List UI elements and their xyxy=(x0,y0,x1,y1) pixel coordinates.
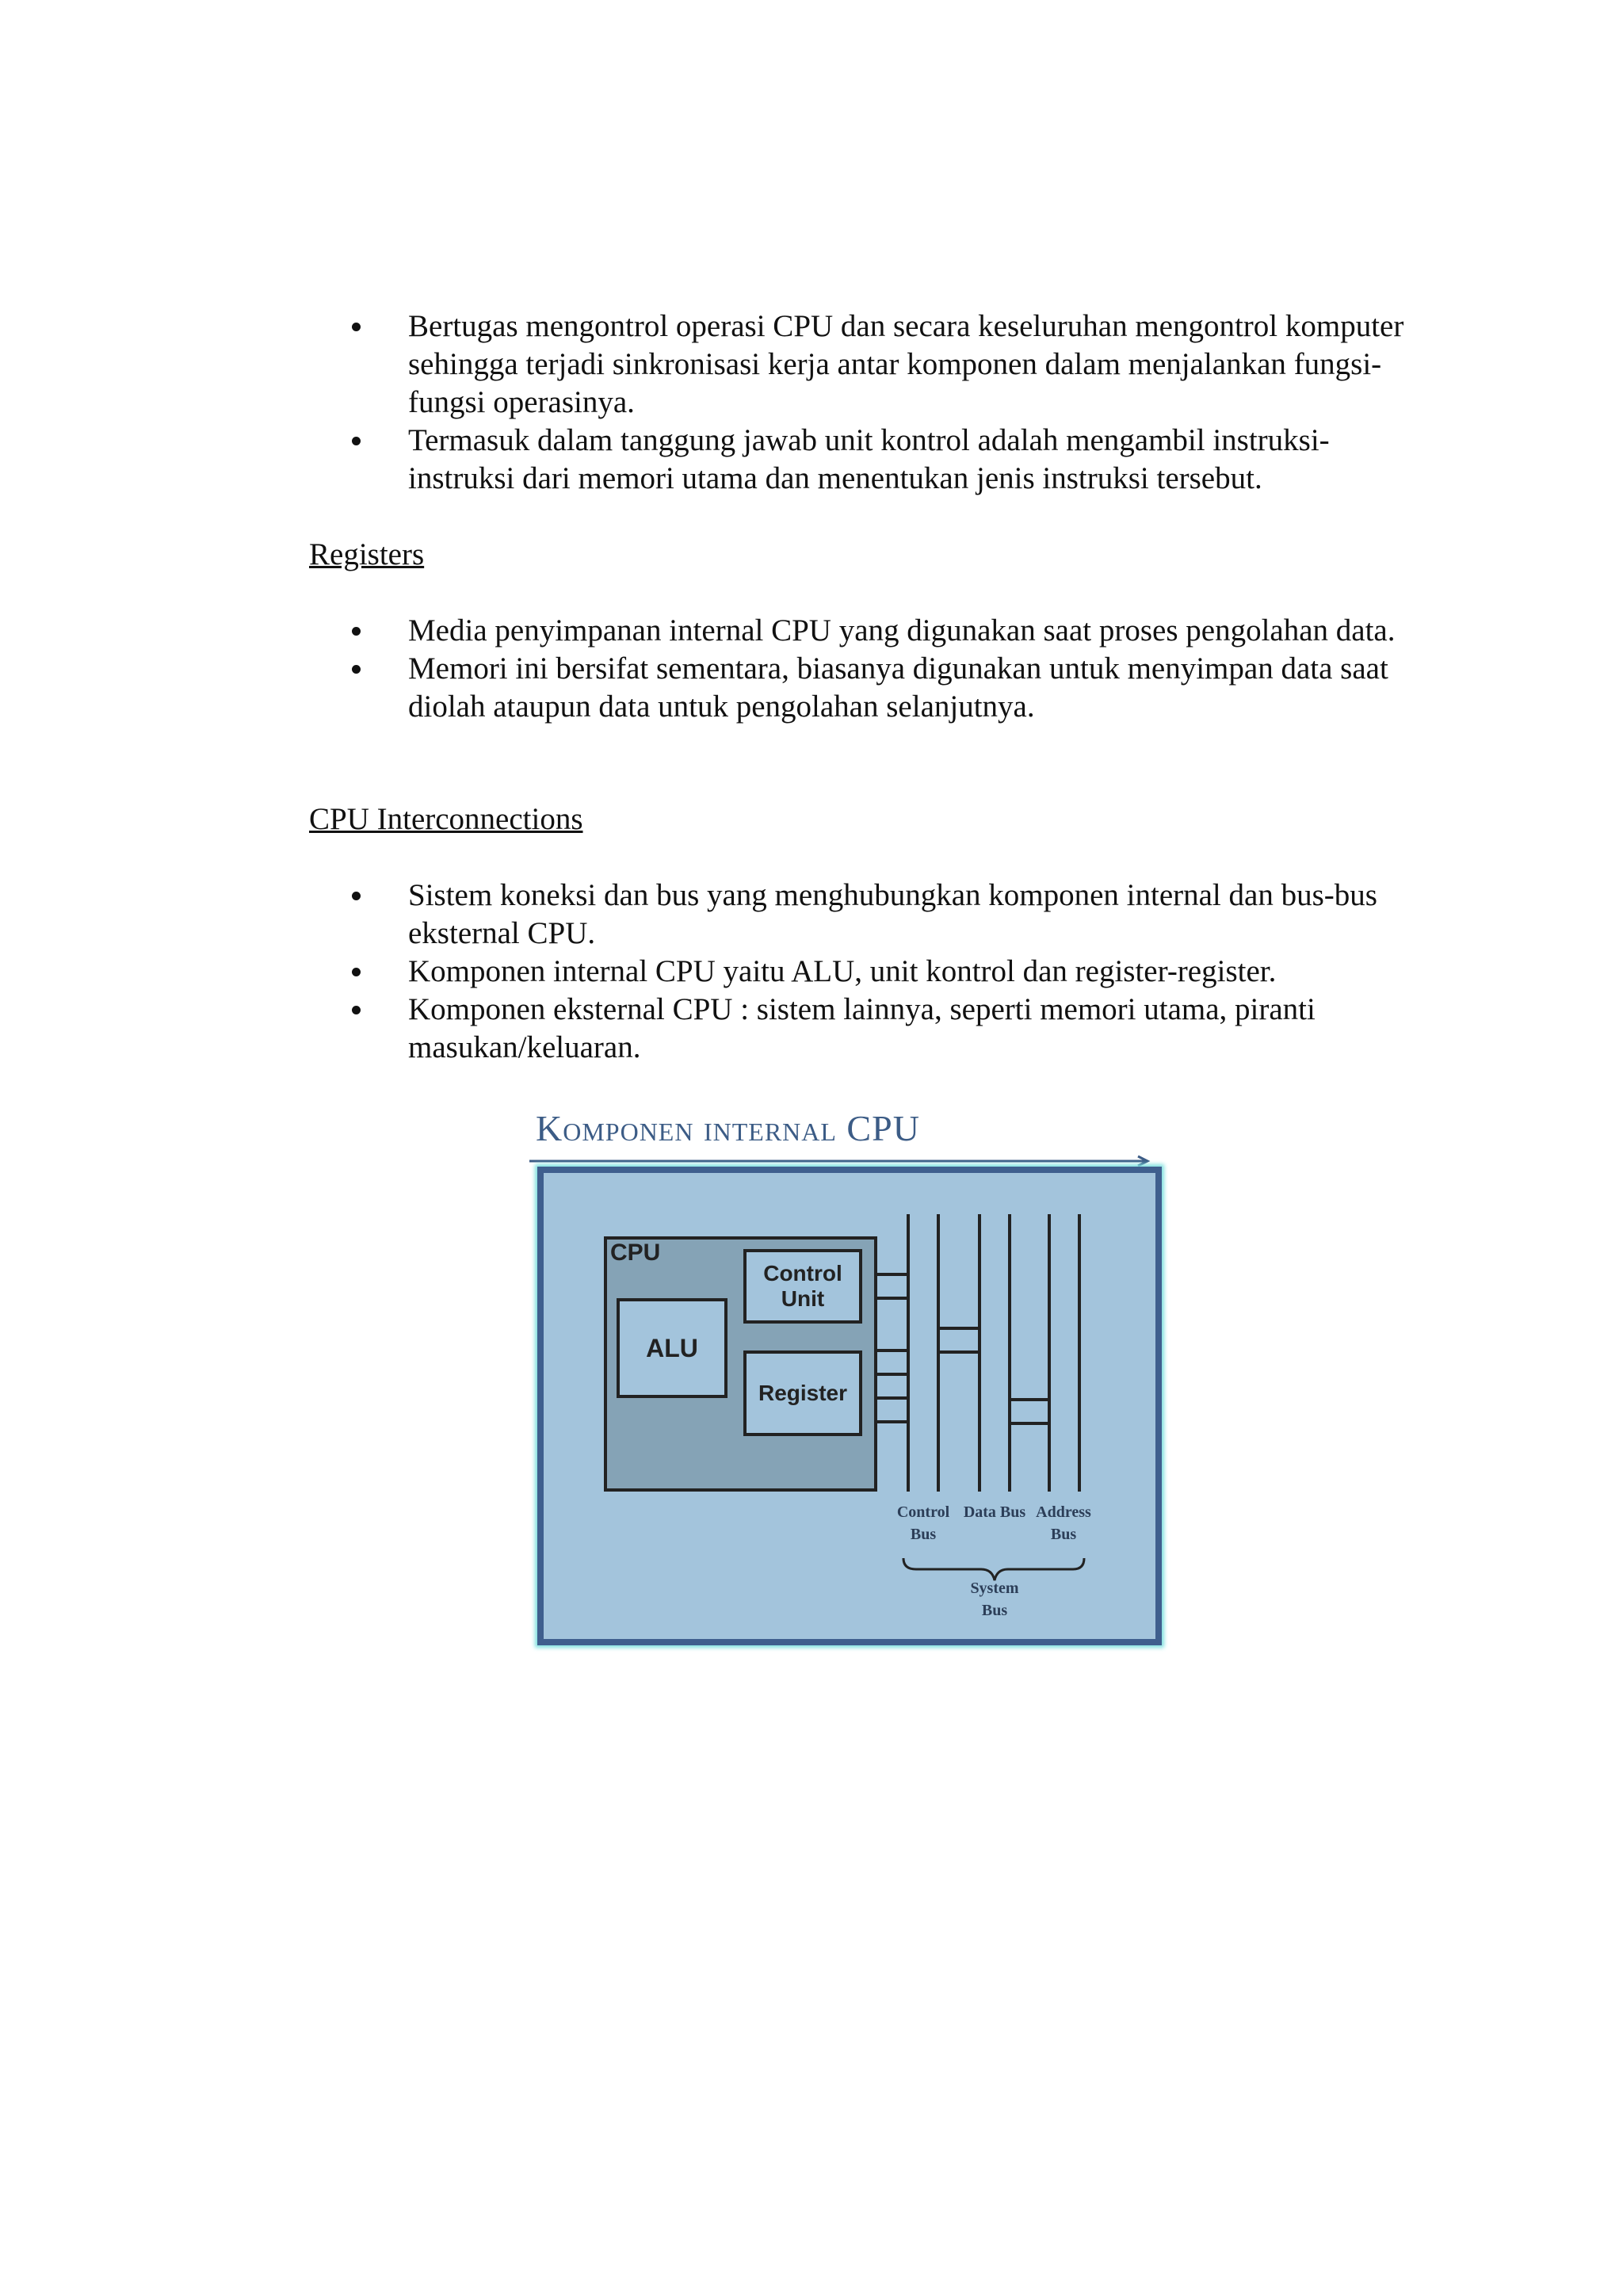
registers-bullets xyxy=(309,612,1411,726)
list-item xyxy=(309,308,1411,422)
register-box xyxy=(743,1350,862,1436)
bullet-icon xyxy=(352,968,361,976)
bullet-list xyxy=(309,877,1411,1067)
bullet-text: Memori ini bersifat sementara, biasanya digunakan untuk menyimpan data saat diolah ataupun data untuk pengolahan selanjutnya. xyxy=(408,651,1388,724)
bullet-list xyxy=(309,612,1411,726)
list-item xyxy=(309,953,1411,991)
control-unit-label: Control Unit xyxy=(763,1261,842,1311)
section-heading-registers: Registers xyxy=(309,537,425,571)
bullet-text: Termasuk dalam tanggung jawab unit kontrol adalah mengambil instruksi-instruksi dari memori utama dan menentukan jenis instruksi tersebut. xyxy=(408,423,1330,495)
data-bus-label: Data Bus xyxy=(963,1503,1026,1521)
bullet-list xyxy=(309,308,1411,498)
control-unit-box xyxy=(743,1249,862,1324)
bullet-text: Sistem koneksi dan bus yang menghubungkan komponen internal dan bus-bus eksternal CPU. xyxy=(408,878,1377,950)
list-item xyxy=(309,612,1411,650)
bullet-text: Komponen eksternal CPU : sistem lainnya, seperti memori utama, piranti masukan/keluaran. xyxy=(408,992,1316,1064)
list-item xyxy=(309,422,1411,498)
bullet-text: Komponen internal CPU yaitu ALU, unit kontrol dan register-register. xyxy=(408,954,1277,988)
bullet-icon xyxy=(352,323,361,331)
bullet-text: Media penyimpanan internal CPU yang digunakan saat proses pengolahan data. xyxy=(408,613,1396,648)
interconnections-bullets xyxy=(309,877,1411,1067)
bullet-icon xyxy=(352,1006,361,1014)
bullet-icon xyxy=(352,892,361,900)
list-item xyxy=(309,991,1411,1067)
bullet-icon xyxy=(352,627,361,636)
bullet-text: Bertugas mengontrol operasi CPU dan secara keseluruhan mengontrol komputer sehingga terjadi sinkronisasi kerja antar komponen dalam menjalankan fungsi-fungsi operasinya. xyxy=(408,309,1404,419)
section-heading-interconnections: CPU Interconnections xyxy=(309,802,583,836)
alu-label: ALU xyxy=(646,1333,698,1362)
list-item xyxy=(309,877,1411,953)
bullet-icon xyxy=(352,665,361,674)
cpu-label: CPU xyxy=(610,1240,661,1266)
bullet-icon xyxy=(352,437,361,445)
register-label: Register xyxy=(758,1381,848,1405)
list-item xyxy=(309,650,1411,726)
intro-bullets xyxy=(309,308,1411,498)
system-bus-label: System Bus xyxy=(970,1580,1019,1619)
control-bus-label: Control Bus xyxy=(896,1503,950,1543)
address-bus-label: Address Bus xyxy=(1036,1503,1091,1543)
alu-box xyxy=(617,1298,727,1398)
figure-title: Komponen internal CPU xyxy=(536,1108,920,1148)
